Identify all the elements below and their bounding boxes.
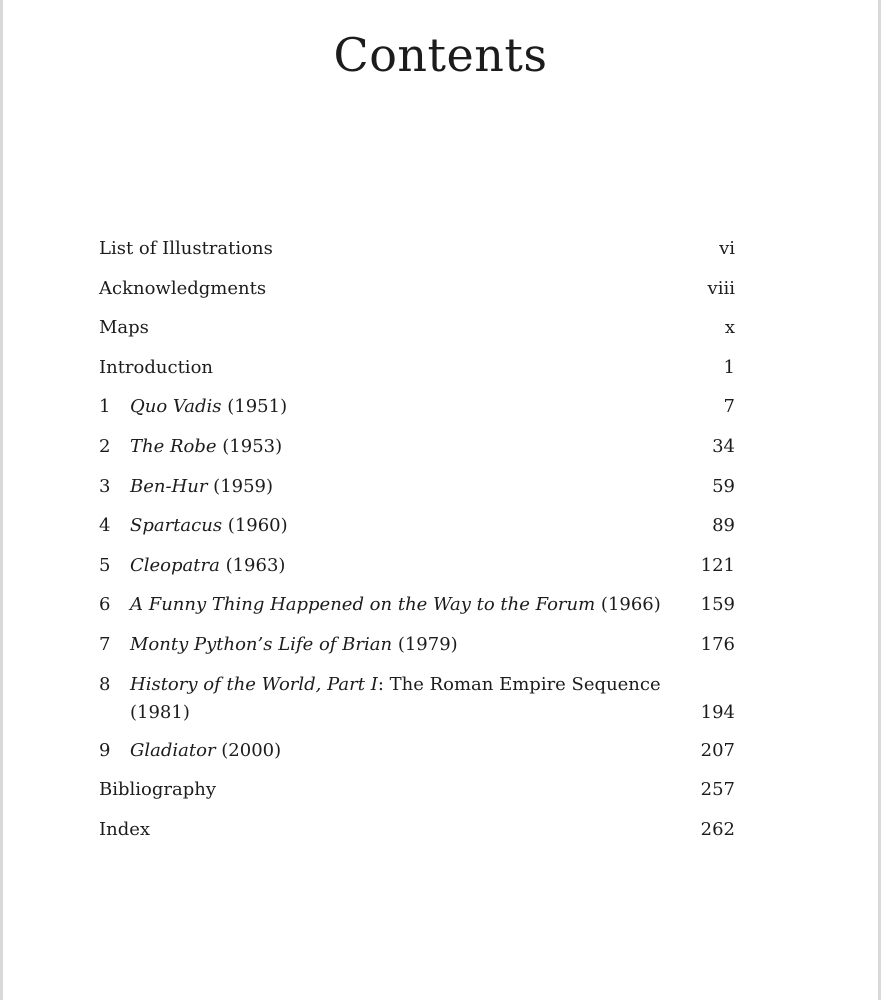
toc-entry-title: List of Illustrations	[99, 238, 273, 259]
toc-entry-page: 159	[700, 594, 735, 616]
chapter-number: 8	[99, 673, 111, 695]
toc-entry	[99, 776, 735, 816]
toc-entry-title: Spartacus (1960)	[130, 515, 288, 537]
toc-entry	[99, 275, 735, 315]
chapter-number: 3	[99, 475, 111, 497]
toc-entry	[99, 235, 735, 275]
toc-entry-title: Quo Vadis (1951)	[130, 396, 288, 418]
chapter-number: 4	[99, 515, 111, 537]
chapter-number: 6	[99, 594, 111, 616]
toc-chapter-entry	[99, 737, 735, 777]
toc-entry-page: 176	[700, 633, 735, 655]
toc-chapter-entry	[99, 473, 735, 513]
toc-entry-title: Ben-Hur (1959)	[130, 475, 274, 497]
document-page	[3, 0, 878, 1000]
toc-entry-page: vi	[719, 238, 735, 259]
toc-chapter-entry	[99, 631, 735, 671]
toc-chapter-entry	[99, 393, 735, 433]
toc-entry-title: Monty Python’s Life of Brian (1979)	[130, 633, 458, 655]
page-title: Contents	[333, 28, 548, 82]
toc-entry-page: 207	[700, 739, 735, 761]
toc-entry-page: 1	[723, 356, 735, 378]
toc-entry	[99, 816, 735, 856]
toc-entry-title: The Robe (1953)	[130, 435, 283, 457]
toc-chapter-entry	[99, 671, 735, 737]
toc-entry	[99, 314, 735, 354]
toc-entry-title: Index	[99, 818, 151, 840]
toc-entry-title: Gladiator (2000)	[130, 739, 282, 761]
chapter-number: 2	[99, 435, 111, 457]
toc-entry-title: Bibliography	[99, 779, 216, 801]
toc-entry-title: History of the World, Part I: The Roman Empire Sequence (1981)	[130, 673, 661, 723]
toc-entry-title: Cleopatra (1963)	[130, 554, 286, 576]
toc-entry-page: 34	[712, 435, 735, 457]
toc-chapter-entry	[99, 512, 735, 552]
toc-entry-page: 194	[700, 701, 735, 723]
toc-entry-page: viii	[707, 277, 735, 299]
toc-chapter-entry	[99, 433, 735, 473]
chapter-number: 7	[99, 633, 111, 655]
toc-entry-title: Introduction	[99, 356, 213, 378]
toc-entry-page: 7	[723, 396, 735, 418]
toc-chapter-entry	[99, 591, 735, 631]
toc-entry	[99, 354, 735, 394]
toc-entry-title: Acknowledgments	[99, 277, 267, 299]
toc-entry-title: A Funny Thing Happened on the Way to the Forum (1966)	[130, 594, 661, 616]
toc-entry-title: Maps	[99, 317, 149, 339]
toc-entry-page: 59	[712, 475, 735, 497]
chapter-number: 1	[99, 396, 111, 418]
toc-entry-page: 89	[712, 515, 735, 537]
table-of-contents	[99, 235, 735, 855]
toc-chapter-entry	[99, 552, 735, 592]
toc-entry-page: 121	[700, 554, 735, 576]
chapter-number: 9	[99, 739, 111, 761]
toc-entry-page: x	[724, 317, 735, 339]
chapter-number: 5	[99, 554, 111, 576]
toc-entry-page: 262	[700, 818, 735, 840]
toc-entry-page: 257	[700, 779, 735, 801]
